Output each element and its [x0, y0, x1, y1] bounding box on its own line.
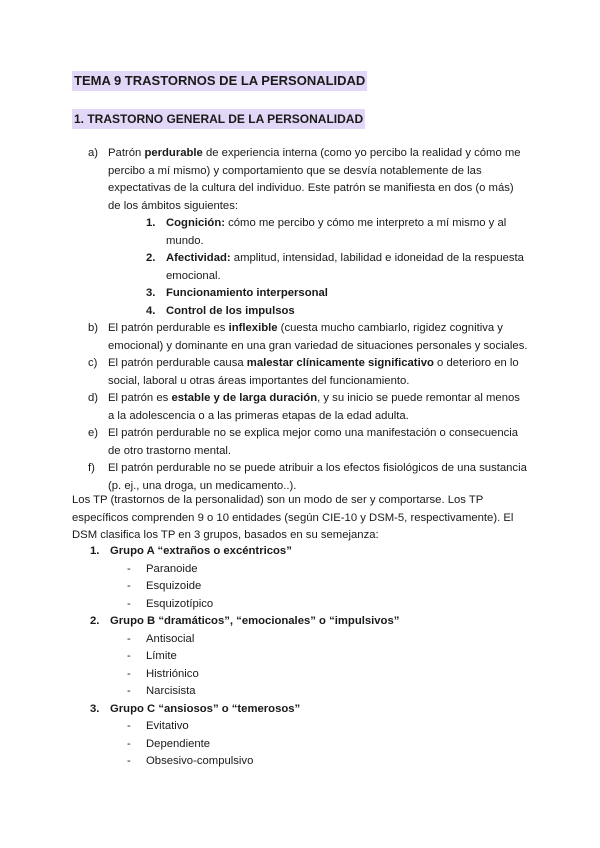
- criterion-e: e) El patrón perdurable no se explica mejor como una manifestación o consecuencia de otro trastorno mental.: [88, 427, 519, 457]
- criterion-marker: f): [88, 462, 95, 474]
- list-item: - Evitativo: [127, 720, 189, 732]
- criterion-f: f) El patrón perdurable no se puede atribuir a los efectos fisiológicos de una sustancia (p. ej., una droga, un medicamento..).: [88, 462, 527, 492]
- list-item: - Narcisista: [127, 685, 196, 697]
- criterion-marker: c): [88, 357, 98, 369]
- criterion-d: d) El patrón es estable y de larga duración, y su inicio se puede remontar al menos a la adolescencia o a las primeras etapas de la edad adulta.: [88, 392, 520, 422]
- list-item: - Dependiente: [127, 737, 211, 750]
- criterion-a: a) Patrón perdurable de experiencia interna (como yo percibo la realidad y cómo me percibo a mí mismo) y comportamiento que se desvía notablemente de las expectativas de la cultura del individuo. Este patrón se manifiesta en dos (o más) de los ámbitos siguientes: 1. Cognición: cómo me percibo y cómo me interpreto a mí mismo y al mundo. 2. Afectividad: amplitud, intensidad, labilidad e idoneidad de la respuesta emocional. 3. Funcionamiento interpersonal 4. Control de los impulsos: [88, 145, 528, 320]
- list-item: - Esquizotípico: [127, 597, 214, 610]
- list-item: - Antisocial: [127, 632, 195, 645]
- list-item: - Histriónico: [127, 667, 199, 680]
- group-title: Grupo A “extraños o excéntricos”: [110, 545, 292, 557]
- group-c: 3. Grupo C “ansiosos” o “temerosos” - Evitativo - Dependiente - Obsesivo-compulsivo: [72, 701, 512, 771]
- list-item: 1. Cognición: cómo me percibo y cómo me interpreto a mí mismo y al mundo.: [146, 217, 507, 247]
- criterion-marker: b): [88, 322, 99, 334]
- list-item: 2. Afectividad: amplitud, intensidad, labilidad e idoneidad de la respuesta emocional.: [146, 252, 524, 282]
- criterion-marker: d): [88, 392, 99, 404]
- group-title: Grupo B “dramáticos”, “emocionales” o “impulsivos”: [110, 615, 400, 627]
- list-item: 3. Funcionamiento interpersonal: [146, 287, 328, 299]
- list-item: - Paranoide: [127, 562, 198, 575]
- list-item: - Esquizoide: [127, 580, 202, 592]
- criterion-marker: a): [88, 147, 99, 159]
- groups-list: [72, 543, 512, 771]
- list-item: - Obsesivo-compulsivo: [127, 755, 254, 767]
- page-title: TEMA 9 TRASTORNOS DE LA PERSONALIDAD: [72, 71, 367, 91]
- group-b: 2. Grupo B “dramáticos”, “emocionales” o “impulsivos” - Antisocial - Límite - Histriónico - Narcisista: [72, 613, 512, 701]
- group-title: Grupo C “ansiosos” o “temerosos”: [110, 702, 301, 715]
- section-heading: 1. TRASTORNO GENERAL DE LA PERSONALIDAD: [72, 109, 365, 129]
- criterion-marker: e): [88, 427, 99, 439]
- intro-paragraph: Los TP (trastornos de la personalidad) son un modo de ser y comportarse. Los TP específicos comprenden 9 o 10 entidades (según CIE-10 y DSM-5, respectivamente). El DSM clasifica los TP en 3 grupos, basados en su semejanza:: [72, 494, 514, 541]
- list-item: - Límite: [127, 650, 177, 662]
- group-a: 1. Grupo A “extraños o excéntricos” - Paranoide - Esquizoide - Esquizotípico: [72, 543, 512, 613]
- criteria-list: [88, 145, 528, 495]
- domains-list: [108, 215, 528, 320]
- criterion-c: c) El patrón perdurable causa malestar clínicamente significativo o deterioro en lo social, laboral u otras áreas importantes del funcionamiento.: [88, 357, 519, 387]
- list-item: 4. Control de los impulsos: [146, 304, 295, 317]
- criterion-b: b) El patrón perdurable es inflexible (cuesta mucho cambiarlo, rigidez cognitiva y emocional) y dominante en una gran variedad de situaciones personales y sociales.: [88, 322, 528, 352]
